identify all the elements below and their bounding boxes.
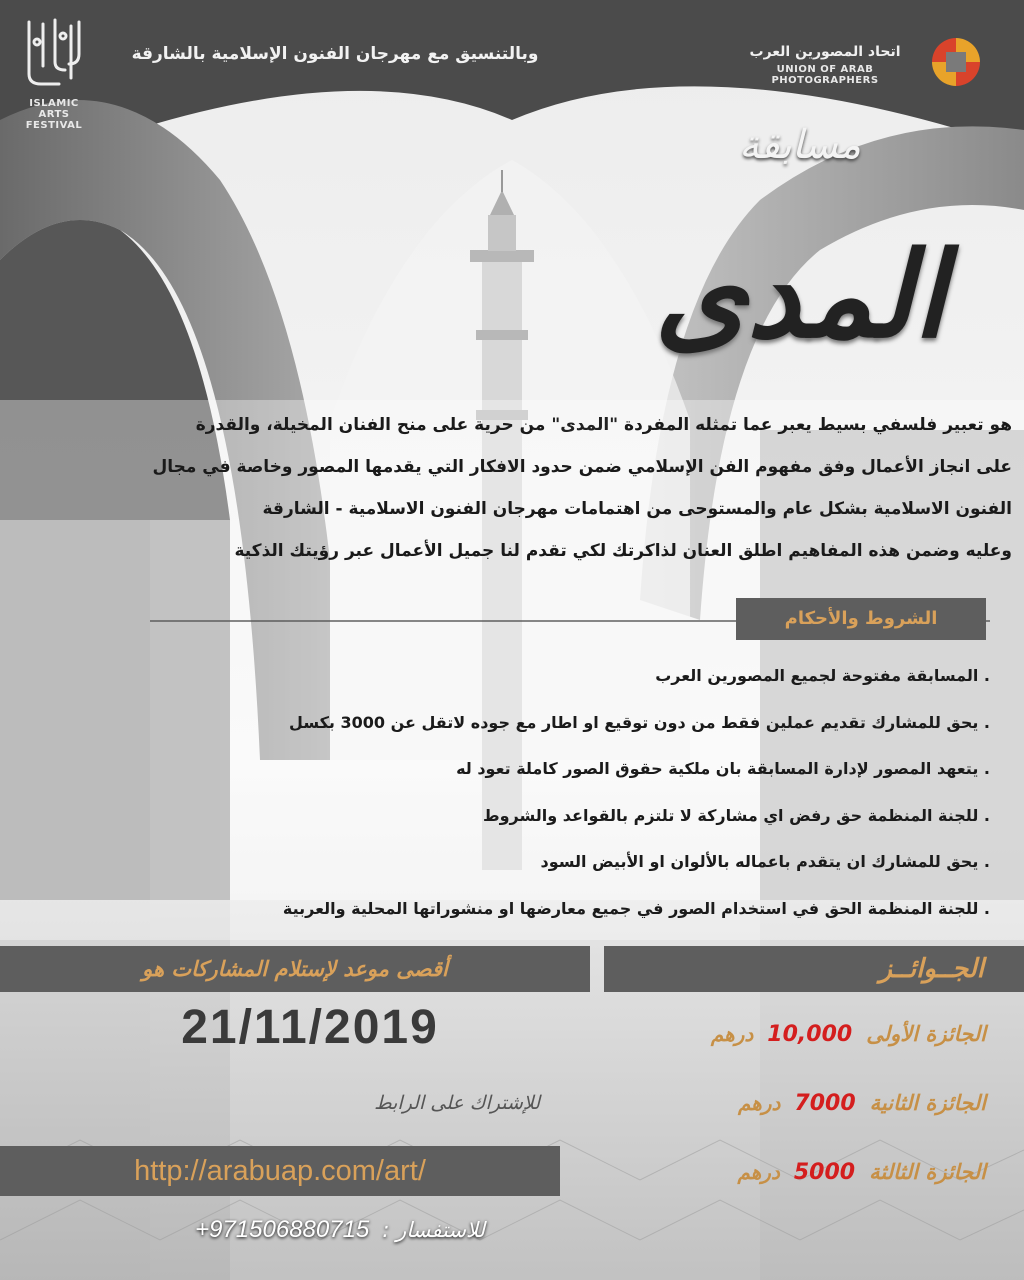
prize-label: الجائزة الثالثة [869, 1160, 986, 1184]
coordination-text: وبالتنسيق مع مهرجان الفنون الإسلامية بالشارقة [131, 44, 539, 64]
prize-amount: 7000 [794, 1091, 856, 1116]
terms-item: . يحق للمشارك تقديم عملين فقط من دون توقيع او اطار مع جوده لاتقل عن 3000 بكسل [289, 712, 990, 732]
prize-label: الجائزة الثانية [869, 1091, 986, 1115]
intro-line-4: وعليه وضمن هذه المفاهيم اطلق العنان لذاكرتك لكي تقدم لنا جميل الأعمال عبر رؤيتك الذكية [234, 541, 1012, 561]
terms-item: . للجنة المنظمة الحق في استخدام الصور في جميع معارضها او منشوراتها المحلية والعربية [282, 898, 990, 918]
contact-label: للاستفسار : [382, 1218, 485, 1242]
contact-phone[interactable]: +971506880715 [195, 1216, 370, 1243]
union-name-ar: اتحاد المصورين العرب [749, 44, 901, 60]
union-logo [730, 36, 1010, 96]
terms-title: الشروط والأحكام [736, 598, 986, 640]
contact-info [120, 1216, 560, 1256]
prize-label: الجائزة الأولى [866, 1022, 986, 1046]
intro-highlight-term: "المدى" [551, 415, 619, 435]
prize-row [604, 1000, 986, 1069]
title-line1: مسابقة [738, 122, 862, 168]
festival-calligraphy-mark-icon [19, 14, 89, 94]
prize-unit: درهم [737, 1160, 780, 1184]
deadline-title: أقصى موعد لإستلام المشاركات هو [0, 946, 590, 992]
prize-row [604, 1069, 986, 1138]
festival-name-line1: ISLAMIC ARTS [29, 98, 79, 120]
union-emblem-icon [930, 36, 982, 88]
union-name-en: UNION OF ARAB PHOTOGRAPHERS [771, 64, 879, 86]
terms-item: . المسابقة مفتوحة لجميع المصورين العرب [655, 666, 990, 685]
prize-amount: 5000 [793, 1160, 856, 1185]
intro-line-1 [8, 404, 1012, 446]
prize-unit: درهم [738, 1091, 781, 1115]
prize-unit: درهم [710, 1022, 754, 1046]
terms-list [150, 653, 990, 932]
prize-row [604, 1138, 986, 1207]
prizes-list [604, 1000, 986, 1207]
intro-line-3: الفنون الاسلامية بشكل عام والمستوحى من اهتمامات مهرجان الفنون الاسلامية - الشارقة [262, 499, 1012, 519]
festival-logo [14, 14, 94, 144]
link-label: للإشتراك على الرابط [374, 1092, 540, 1114]
prizes-title: الجــوائــز [604, 946, 1024, 992]
terms-item: . يحق للمشارك ان يتقدم باعماله بالألوان او الأبيض السود [540, 852, 990, 871]
title-line2: المدى [654, 225, 946, 364]
intro-line-1-start: هو تعبير فلسفي بسيط يعبر عما تمثله المفردة [618, 415, 1012, 435]
intro-line-2: على انجاز الأعمال وفق مفهوم الفن الإسلامي ضمن حدود الافكار التي يقدمها المصور وخاصة في مجال [152, 457, 1012, 477]
intro-paragraph [8, 404, 1012, 572]
terms-item: . للجنة المنظمة حق رفض اي مشاركة لا تلتزم بالقواعد والشروط [482, 805, 990, 825]
deadline-date: 21/11/2019 [181, 1001, 439, 1054]
festival-name-line2: FESTIVAL [25, 120, 83, 131]
intro-line-1-end: من حرية على منح الفنان المخيلة، والقدرة [195, 415, 552, 435]
prize-amount: 10,000 [767, 1022, 853, 1047]
registration-link[interactable]: http://arabuap.com/art/ [0, 1146, 560, 1196]
terms-item: . يتعهد المصور لإدارة المسابقة بان ملكية حقوق الصور كاملة تعود له [456, 759, 990, 778]
